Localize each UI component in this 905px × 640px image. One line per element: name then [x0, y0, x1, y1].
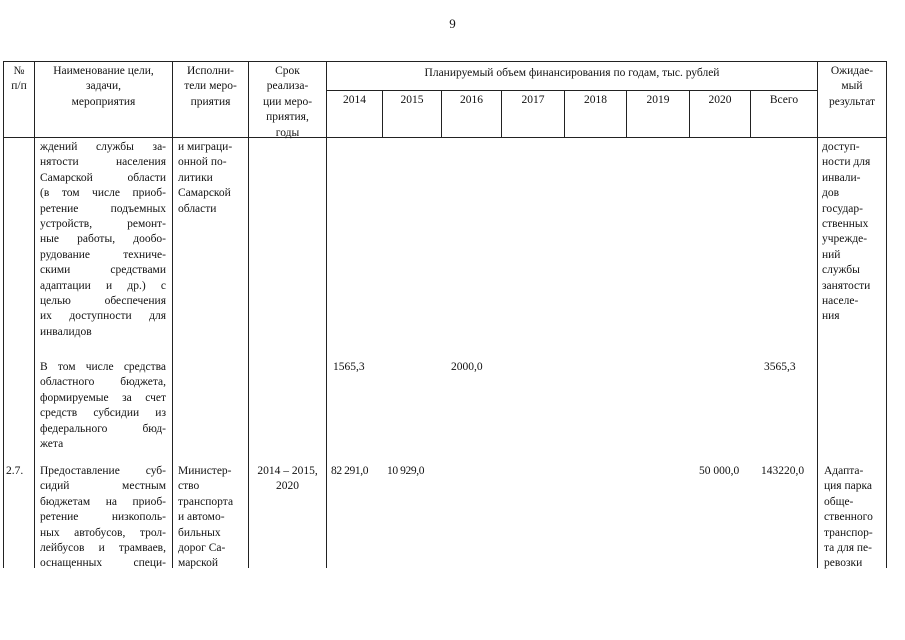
row-2-7-result: Адапта- ция парка обще- ственного транспор- та для пе- ревозки — [824, 465, 873, 570]
header-year-2019: 2019 — [646, 94, 670, 106]
row-2-7-name: Предоставление суб- сидий местным бюджетам на приоб- ретение низкополь- ных автобусов, трол- лейбусов и трамваев, оснащенных специ- — [40, 465, 166, 570]
row-federal-name: В том числе средства областного бюджета, формируемые за счет средств субсидии из федерального бюд- жета — [40, 361, 166, 451]
row-2-7-number: 2.7. — [6, 465, 24, 477]
row-2-7-value-2015: 10 929,0 — [387, 465, 425, 477]
header-financing-title: Планируемый объем финансирования по годам, тыс. рублей — [424, 67, 720, 79]
row-federal-total: 3565,3 — [764, 361, 796, 373]
row-federal-value-2014: 1565,3 — [333, 361, 365, 373]
header-number-column: № п/п — [11, 65, 27, 93]
page-number: 9 — [449, 16, 456, 31]
header-year-2015: 2015 — [400, 94, 424, 106]
header-year-2017: 2017 — [521, 94, 545, 106]
row-continued-name: ждений службы за- нятости населения Самарской области (в том числе приоб- ретение подъемных устройств, ремонт- ные работы, дообо- рудование техниче- скими средствами адаптации и др.) с целью обеспечения их доступности для инвалидов — [40, 141, 166, 338]
header-name-column: Наименование цели, задачи, мероприятия — [53, 65, 154, 108]
row-continued-result: доступ- ности для инвали- дов государ- ственных учрежде- ний службы занятости населе- ния — [822, 141, 871, 323]
row-2-7-value-2020: 50 000,0 — [699, 465, 740, 477]
header-result-column: Ожидае- мый результат — [828, 65, 876, 108]
row-2-7-total: 143220,0 — [761, 465, 805, 477]
header-term-column: Срок реализа- ции меро- приятия, годы — [262, 65, 313, 139]
header-year-total: Всего — [769, 94, 799, 106]
row-2-7-executor: Министер- ство транспорта и автомо- бильных дорог Са- марской — [178, 465, 234, 570]
header-year-2014: 2014 — [343, 94, 366, 106]
row-federal-value-2016: 2000,0 — [451, 361, 483, 373]
header-year-2020: 2020 — [708, 94, 732, 106]
row-continued-executor: и миграци- онной по- литики Самарской области — [178, 141, 233, 215]
row-2-7-term: 2014 – 2015, 2020 — [257, 465, 318, 493]
header-year-2018: 2018 — [584, 94, 607, 106]
row-2-7-value-2014: 82 291,0 — [331, 465, 369, 477]
header-year-2016: 2016 — [460, 94, 483, 106]
header-executors-column: Исполни- тели меро- приятия — [184, 65, 237, 108]
